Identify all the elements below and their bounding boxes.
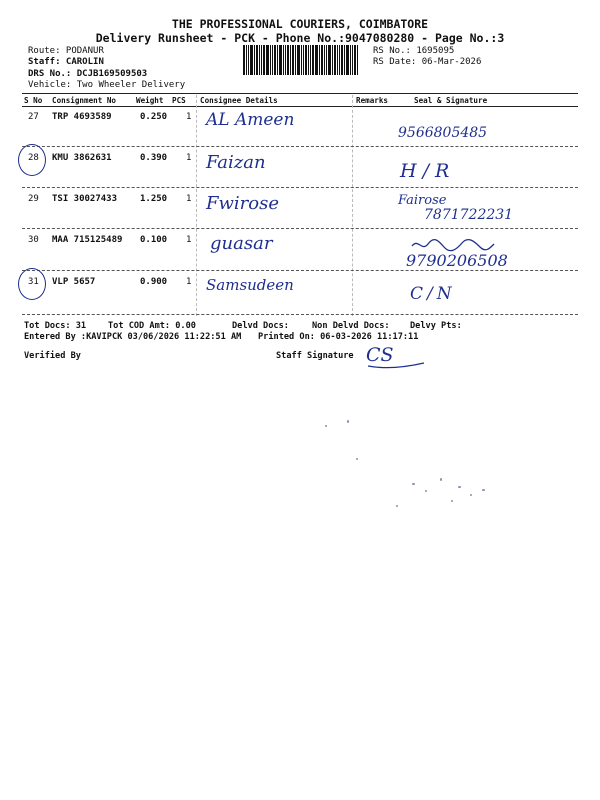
- row-sno: 28: [28, 153, 39, 163]
- delivered-docs: Delvd Docs:: [232, 321, 289, 331]
- row-divider: [22, 314, 578, 315]
- row-consignment: TRP 4693589: [52, 112, 112, 122]
- row-weight: 0.250: [140, 112, 168, 122]
- header-bottom-rule: [22, 106, 578, 107]
- column-divider: [196, 95, 197, 316]
- drs-number: DRS No.: DCJB169509503: [28, 69, 148, 79]
- row-pcs: 1: [186, 153, 192, 163]
- col-consignee: Consignee Details: [200, 96, 278, 105]
- row-sno: 29: [28, 194, 39, 204]
- total-docs: Tot Docs: 31: [24, 321, 87, 331]
- signature-underline: [366, 360, 426, 370]
- row-consignment: KMU 3862631: [52, 153, 112, 163]
- seal-signature-handwriting: C/N: [410, 284, 456, 304]
- row-divider: [22, 228, 578, 229]
- col-pcs: PCS: [172, 96, 186, 105]
- seal-phone-handwriting: 7871722231: [424, 207, 514, 223]
- row-sno: 27: [28, 112, 39, 122]
- row-divider: [22, 146, 578, 147]
- seal-signature-handwriting: 9790206508: [406, 251, 508, 270]
- row-divider: [22, 187, 578, 188]
- verified-by-label: Verified By: [24, 351, 81, 361]
- row-pcs: 1: [186, 194, 192, 204]
- row-consignment: MAA 715125489: [52, 235, 123, 245]
- consignee-handwriting: AL Ameen: [206, 110, 295, 130]
- col-remarks: Remarks: [356, 96, 389, 105]
- row-weight: 0.100: [140, 235, 168, 245]
- consignee-handwriting: Samsudeen: [206, 276, 294, 294]
- staff-signature-handwriting: CS: [366, 344, 394, 366]
- printed-on: Printed On: 06-03-2026 11:17:11: [258, 332, 419, 342]
- route-label: Route: PODANUR: [28, 46, 104, 56]
- col-consignment: Consignment No: [52, 96, 117, 105]
- non-delivered-docs: Non Delvd Docs:: [312, 321, 390, 331]
- col-sno: S No: [24, 96, 43, 105]
- signature-scribble: [410, 238, 495, 252]
- seal-signature-handwriting: 9566805485: [398, 125, 488, 141]
- consignee-handwriting: Faizan: [206, 152, 266, 173]
- staff-signature-label: Staff Signature: [276, 351, 354, 361]
- vehicle-label: Vehicle: Two Wheeler Delivery: [28, 80, 186, 90]
- seal-signature-handwriting: Fairose: [398, 193, 447, 208]
- runsheet-subtitle: Delivery Runsheet - PCK - Phone No.:9047080280 - Page No.:3: [95, 31, 505, 45]
- row-weight: 1.250: [140, 194, 168, 204]
- column-divider: [352, 95, 353, 316]
- rs-date: RS Date: 06-Mar-2026: [373, 57, 482, 67]
- row-weight: 0.390: [140, 153, 168, 163]
- seal-signature-handwriting: H/R: [400, 160, 456, 182]
- row-weight: 0.900: [140, 277, 168, 287]
- col-weight: Weight: [136, 96, 164, 105]
- row-pcs: 1: [186, 235, 192, 245]
- consignee-handwriting: guasar: [210, 233, 273, 254]
- consignee-handwriting: Fwirose: [206, 193, 279, 214]
- row-consignment: VLP 5657: [52, 277, 96, 287]
- company-title: THE PROFESSIONAL COURIERS, COIMBATORE: [171, 17, 429, 31]
- col-seal: Seal & Signature: [414, 96, 488, 105]
- delivery-points: Delvy Pts:: [410, 321, 462, 331]
- row-sno: 30: [28, 235, 39, 245]
- barcode-image: [243, 45, 369, 75]
- rs-number: RS No.: 1695095: [373, 46, 455, 56]
- header-top-rule: [22, 93, 578, 94]
- row-pcs: 1: [186, 112, 192, 122]
- row-divider: [22, 270, 578, 271]
- entered-by: Entered By :KAVIPCK 03/06/2026 11:22:51 AM: [24, 332, 242, 342]
- row-pcs: 1: [186, 277, 192, 287]
- row-consignment: TSI 30027433: [52, 194, 118, 204]
- row-sno: 31: [28, 277, 39, 287]
- total-cod-amount: Tot COD Amt: 0.00: [108, 321, 196, 331]
- staff-label: Staff: CAROLIN: [28, 57, 104, 67]
